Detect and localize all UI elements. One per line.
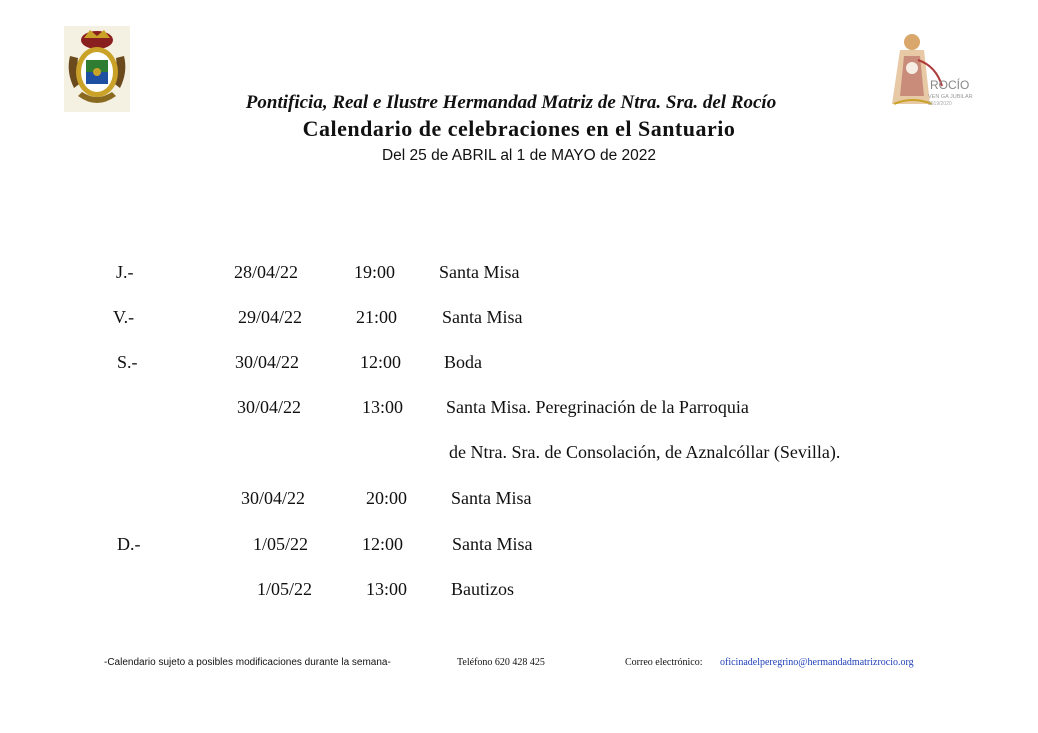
schedule-day: V.-	[113, 307, 135, 327]
footer-email-label: Correo electrónico:	[625, 657, 703, 668]
schedule-date: 1/05/22	[257, 579, 313, 599]
schedule-date: 29/04/22	[238, 307, 303, 327]
schedule-event-continuation: de Ntra. Sra. de Consolación, de Aznalcóllar (Sevilla).	[449, 442, 841, 462]
schedule-date: 30/04/22	[235, 352, 300, 372]
schedule-date: 30/04/22	[241, 488, 306, 508]
footer-note: -Calendario sujeto a posibles modificaciones durante la semana-	[104, 657, 391, 668]
schedule-time: 20:00	[366, 488, 408, 508]
page-title: Calendario de celebraciones en el Santuario	[302, 116, 736, 141]
schedule-day: D.-	[117, 534, 141, 554]
schedule-date: 28/04/22	[234, 262, 299, 282]
emblem-text-rocio: ROCÍO	[930, 78, 970, 92]
schedule-time: 13:00	[362, 397, 404, 417]
schedule-date: 1/05/22	[253, 534, 309, 554]
schedule-event: Boda	[444, 352, 482, 372]
schedule-event: Santa Misa	[452, 534, 533, 554]
schedule-date: 30/04/22	[237, 397, 302, 417]
date-range: Del 25 de ABRIL al 1 de MAYO de 2022	[381, 147, 656, 164]
schedule-time: 12:00	[360, 352, 402, 372]
footer-phone: Teléfono 620 428 425	[457, 657, 545, 668]
schedule-event: Santa Misa	[451, 488, 532, 508]
schedule-day: S.-	[117, 352, 138, 372]
emblem-text-jubilar: VEN GA JUBILAR	[928, 94, 973, 100]
schedule-time: 21:00	[356, 307, 398, 327]
schedule-event: Santa Misa	[442, 307, 523, 327]
schedule-time: 13:00	[366, 579, 408, 599]
brotherhood-name: Pontificia, Real e Ilustre Hermandad Matriz de Ntra. Sra. del Rocío	[245, 92, 777, 113]
footer-email-link[interactable]: oficinadelperegrino@hermandadmatrizrocio.org	[720, 657, 914, 668]
schedule-event: Santa Misa. Peregrinación de la Parroquia	[446, 397, 749, 417]
schedule-time: 12:00	[362, 534, 404, 554]
schedule-event: Bautizos	[451, 579, 514, 599]
emblem-text-years: 2019/2020	[928, 101, 952, 107]
schedule-day: J.-	[116, 262, 134, 282]
schedule-time: 19:00	[354, 262, 396, 282]
schedule-event: Santa Misa	[439, 262, 520, 282]
